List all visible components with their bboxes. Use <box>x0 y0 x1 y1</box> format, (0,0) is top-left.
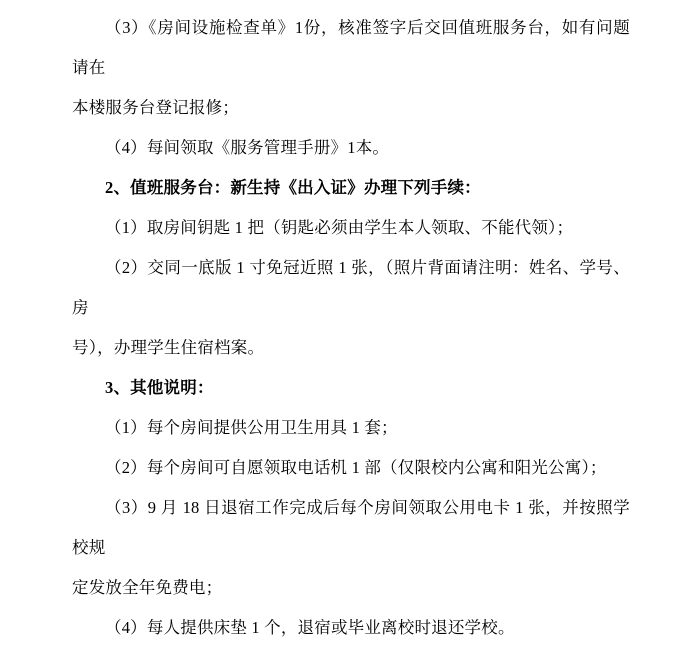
paragraph: （2）每个房间可自愿领取电话机 1 部（仅限校内公寓和阳光公寓）； <box>105 458 607 477</box>
paragraph: （3）《房间设施检查单》1份，核准签字后交回值班服务台，如有问题请在 <box>72 18 630 77</box>
paragraph: 本楼服务台登记报修； <box>72 98 239 117</box>
paragraph: （1）每个房间提供公用卫生用具 1 套； <box>105 418 398 437</box>
paragraph: 定发放全年免费电； <box>72 578 223 597</box>
paragraph: （3）9 月 18 日退宿工作完成后每个房间领取公用电卡 1 张，并按照学校规 <box>72 498 630 557</box>
paragraph: （4）每间领取《服务管理手册》1本。 <box>105 138 390 157</box>
paragraph: （4）每人提供床垫 1 个，退宿或毕业离校时退还学校。 <box>105 618 515 637</box>
section-heading: 2、值班服务台：新生持《出入证》办理下列手续： <box>105 178 481 197</box>
paragraph: （1）取房间钥匙 1 把（钥匙必须由学生本人领取、不能代领）； <box>105 218 574 237</box>
paragraph: 号），办理学生住宿档案。 <box>72 338 265 357</box>
section-heading: 3、其他说明： <box>105 378 214 397</box>
paragraph: （2）交同一底版 1 寸免冠近照 1 张，（照片背面请注明：姓名、学号、房 <box>72 258 630 317</box>
